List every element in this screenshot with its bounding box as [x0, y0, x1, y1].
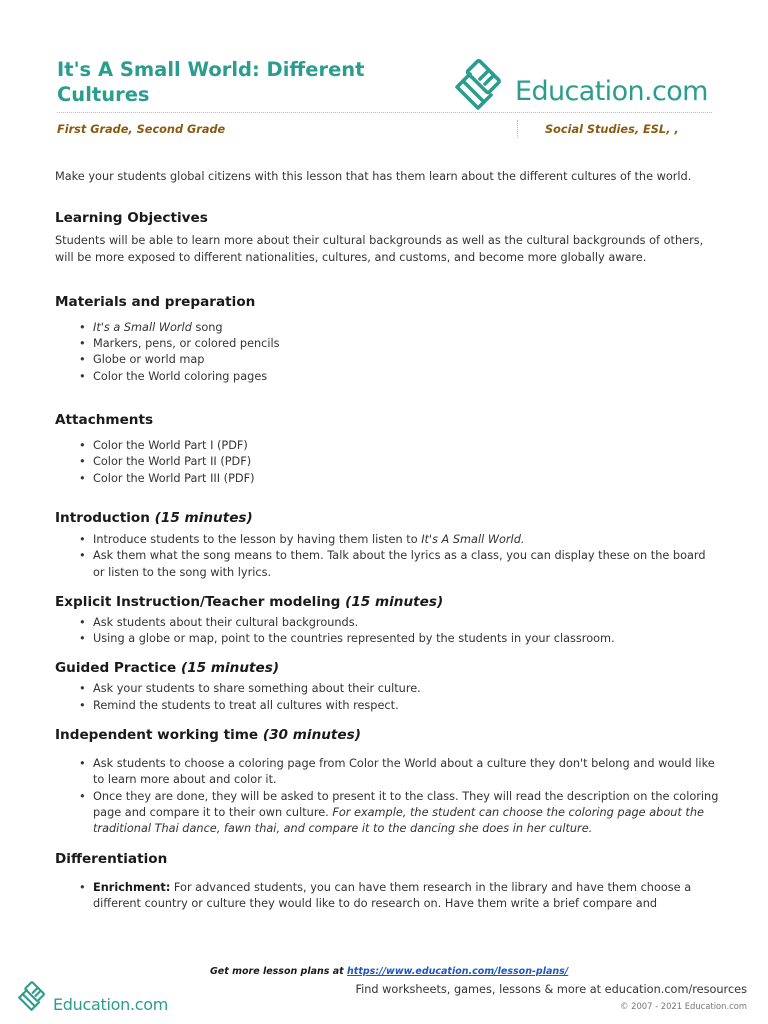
guided-practice-heading [55, 659, 720, 677]
materials-list [55, 320, 720, 385]
footer-education-logo[interactable] [18, 980, 178, 1016]
enrichment-text: For advanced students, you can have them research in the library and have them choose a different country or culture they would like to do research on. Have them write a brief compare and [93, 880, 692, 910]
differentiation-heading: Differentiation [55, 850, 168, 867]
guided-practice-list [55, 681, 720, 714]
list-item: • Remind the students to treat all cultures with respect. [55, 698, 720, 714]
heading-label: Explicit Instruction/Teacher modeling [55, 593, 341, 610]
education-logo-icon [18, 980, 52, 1014]
attachment-link[interactable]: • Color the World Part II (PDF) [55, 454, 720, 470]
list-item: • Ask them what the song means to them. Talk about the lyrics as a class, you can display these on the board or listen to the song with lyrics. [55, 548, 720, 581]
song-title: It's a Small World [93, 320, 192, 334]
list-item [55, 880, 720, 913]
grade-levels: First Grade, Second Grade [57, 123, 226, 136]
duration: (15 minutes) [180, 660, 280, 677]
duration: (15 minutes) [345, 593, 444, 610]
list-item: • Ask students to choose a coloring page from Color the World about a culture they don't belong and would like to learn more about and color it. [55, 756, 720, 789]
duration: (30 minutes) [262, 727, 361, 744]
footer-more-plans-label: Get more lesson plans at [210, 966, 348, 977]
education-logo-icon [455, 58, 513, 114]
intro-paragraph: Make your students global citizens with this lesson that has them learn about the different cultures of the world. [55, 170, 692, 183]
attachments-list [55, 438, 720, 487]
list-item [55, 320, 720, 336]
item-text: Once they are done, they will be asked to present it to the class. They will read the description on the coloring page and compare it to their own culture. [93, 789, 719, 819]
independent-heading [55, 726, 720, 744]
independent-list [55, 756, 720, 837]
attachment-link[interactable]: • Color the World Part I (PDF) [55, 438, 720, 454]
attachment-link[interactable]: • Color the World Part III (PDF) [55, 471, 720, 487]
list-item: • Ask students about their cultural backgrounds. [55, 615, 720, 631]
objectives-heading: Learning Objectives [55, 210, 208, 227]
song-suffix: song [191, 320, 223, 334]
heading-label: Guided Practice [55, 660, 177, 677]
explicit-instruction-list [55, 615, 720, 648]
list-item: • Globe or world map [55, 352, 720, 368]
education-logo[interactable] [455, 58, 715, 114]
logo-text: Education.com [515, 76, 708, 107]
example-text: For example, the student can choose the coloring page about the traditional Thai dance, fawn thai, and compare it to the dancing she does in her culture. [93, 805, 704, 836]
subjects: Social Studies, ESL, , [545, 123, 679, 136]
introduction-list [55, 532, 720, 581]
list-item [55, 789, 720, 838]
list-item: • Markers, pens, or colored pencils [55, 336, 720, 352]
enrichment-label: Enrichment: [93, 880, 171, 894]
footer-more-plans [210, 966, 568, 977]
differentiation-list [55, 880, 720, 913]
title-line-2: Cultures [57, 83, 150, 106]
list-item: • Ask your students to share something about their culture. [55, 681, 720, 697]
heading-label: Independent working time [55, 727, 259, 744]
list-item [55, 532, 720, 548]
header-separator [517, 120, 518, 138]
lesson-plans-link[interactable]: https://www.education.com/lesson-plans/ [347, 966, 569, 977]
duration: (15 minutes) [154, 509, 253, 526]
footer-logo-text: Education.com [53, 995, 169, 1014]
attachments-heading: Attachments [55, 412, 154, 429]
list-item: • Using a globe or map, point to the countries represented by the students in your classroom. [55, 631, 720, 647]
list-item: • Color the World coloring pages [55, 369, 720, 385]
introduction-heading [55, 509, 720, 527]
materials-heading: Materials and preparation [55, 293, 256, 310]
title-line-1: It's A Small World: Different [57, 58, 365, 81]
item-text: Introduce students to the lesson by having them listen to [93, 532, 422, 546]
objectives-text: Students will be able to learn more about their cultural backgrounds as well as the cultural backgrounds of others, will be more exposed to different nationalities, cultures, and customs, and become more globally aware. [55, 234, 704, 264]
explicit-instruction-heading [55, 593, 720, 611]
lesson-content [55, 169, 720, 912]
song-title: It's A Small World. [421, 532, 525, 546]
footer-copyright: © 2007 - 2021 Education.com [620, 1001, 747, 1011]
heading-label: Introduction [55, 509, 150, 526]
header-divider [57, 112, 712, 113]
document-title [57, 57, 417, 107]
footer-resources-text: Find worksheets, games, lessons & more at education.com/resources [355, 983, 747, 996]
